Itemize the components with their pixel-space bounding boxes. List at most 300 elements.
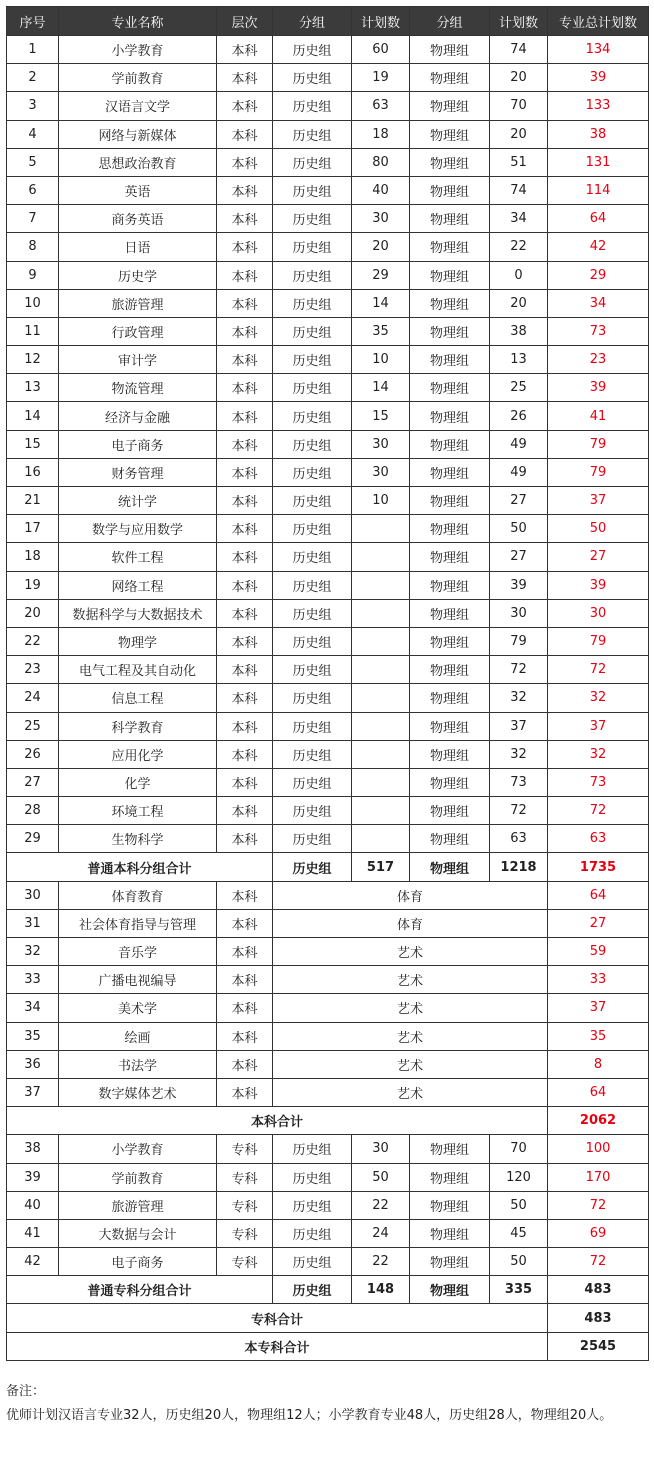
row-number: 36 <box>7 1050 59 1078</box>
physics-count: 1218 <box>490 853 548 881</box>
table-row <box>7 1163 649 1191</box>
row-number: 15 <box>7 430 59 458</box>
level: 专科 <box>217 1135 273 1163</box>
row-number: 41 <box>7 1219 59 1247</box>
major-total: 72 <box>548 797 649 825</box>
major-name: 大数据与会计 <box>59 1219 217 1247</box>
major-name: 电子商务 <box>59 1248 217 1276</box>
major-total: 73 <box>548 317 649 345</box>
physics-count: 335 <box>490 1276 548 1304</box>
major-total: 72 <box>548 1248 649 1276</box>
enrollment-plan-table <box>6 6 649 1361</box>
major-name: 商务英语 <box>59 205 217 233</box>
history-count: 20 <box>352 233 410 261</box>
major-name: 统计学 <box>59 487 217 515</box>
level: 本科 <box>217 261 273 289</box>
table-row <box>7 346 649 374</box>
major-name: 英语 <box>59 176 217 204</box>
level: 本科 <box>217 36 273 64</box>
level: 本科 <box>217 938 273 966</box>
history-count: 30 <box>352 1135 410 1163</box>
level: 本科 <box>217 627 273 655</box>
history-group: 历史组 <box>273 430 352 458</box>
history-group: 历史组 <box>273 1163 352 1191</box>
history-count <box>352 543 410 571</box>
physics-count: 50 <box>490 515 548 543</box>
major-name: 应用化学 <box>59 740 217 768</box>
col-header: 专业名称 <box>59 7 217 36</box>
major-name: 环境工程 <box>59 797 217 825</box>
table-row <box>7 797 649 825</box>
major-name: 思想政治教育 <box>59 148 217 176</box>
table-row <box>7 938 649 966</box>
major-name: 汉语言文学 <box>59 92 217 120</box>
major-name: 数据科学与大数据技术 <box>59 599 217 627</box>
level: 本科 <box>217 402 273 430</box>
major-name: 审计学 <box>59 346 217 374</box>
level: 本科 <box>217 1078 273 1106</box>
major-total: 8 <box>548 1050 649 1078</box>
level: 专科 <box>217 1219 273 1247</box>
subtotal-total: 483 <box>548 1276 649 1304</box>
level: 本科 <box>217 740 273 768</box>
physics-group: 物理组 <box>410 543 490 571</box>
major-total: 37 <box>548 487 649 515</box>
physics-count: 72 <box>490 656 548 684</box>
major-total: 133 <box>548 92 649 120</box>
category-group: 体育 <box>273 881 548 909</box>
level: 本科 <box>217 543 273 571</box>
history-count: 22 <box>352 1191 410 1219</box>
level: 本科 <box>217 346 273 374</box>
level: 本科 <box>217 205 273 233</box>
physics-count: 26 <box>490 402 548 430</box>
major-name: 学前教育 <box>59 64 217 92</box>
major-total: 37 <box>548 994 649 1022</box>
history-count: 22 <box>352 1248 410 1276</box>
major-total: 69 <box>548 1219 649 1247</box>
total-row <box>7 1107 649 1135</box>
level: 本科 <box>217 515 273 543</box>
level: 本科 <box>217 374 273 402</box>
row-number: 12 <box>7 346 59 374</box>
physics-group: 物理组 <box>410 599 490 627</box>
major-name: 经济与金融 <box>59 402 217 430</box>
history-group: 历史组 <box>273 712 352 740</box>
major-name: 信息工程 <box>59 684 217 712</box>
physics-group: 物理组 <box>410 205 490 233</box>
major-total: 32 <box>548 684 649 712</box>
major-total: 30 <box>548 599 649 627</box>
table-row <box>7 740 649 768</box>
history-group: 历史组 <box>273 627 352 655</box>
row-number: 42 <box>7 1248 59 1276</box>
major-name: 历史学 <box>59 261 217 289</box>
history-group: 历史组 <box>273 317 352 345</box>
level: 本科 <box>217 712 273 740</box>
row-number: 1 <box>7 36 59 64</box>
physics-count: 20 <box>490 120 548 148</box>
level: 本科 <box>217 430 273 458</box>
physics-count: 13 <box>490 346 548 374</box>
physics-count: 45 <box>490 1219 548 1247</box>
table-row <box>7 374 649 402</box>
level: 本科 <box>217 881 273 909</box>
major-total: 64 <box>548 205 649 233</box>
row-number: 30 <box>7 881 59 909</box>
table-row <box>7 1219 649 1247</box>
history-group: 历史组 <box>273 825 352 853</box>
major-total: 39 <box>548 64 649 92</box>
col-header: 计划数 <box>490 7 548 36</box>
history-group: 历史组 <box>273 1135 352 1163</box>
level: 本科 <box>217 1050 273 1078</box>
history-count: 40 <box>352 176 410 204</box>
physics-group: 物理组 <box>410 853 490 881</box>
history-count: 14 <box>352 374 410 402</box>
major-total: 33 <box>548 966 649 994</box>
category-group: 艺术 <box>273 938 548 966</box>
row-number: 19 <box>7 571 59 599</box>
row-number: 6 <box>7 176 59 204</box>
table-row <box>7 205 649 233</box>
table-row <box>7 1135 649 1163</box>
category-group: 艺术 <box>273 1050 548 1078</box>
physics-count: 120 <box>490 1163 548 1191</box>
table-row <box>7 317 649 345</box>
physics-group: 物理组 <box>410 712 490 740</box>
physics-group: 物理组 <box>410 684 490 712</box>
physics-count: 39 <box>490 571 548 599</box>
history-group: 历史组 <box>273 515 352 543</box>
major-name: 美术学 <box>59 994 217 1022</box>
history-group: 历史组 <box>273 176 352 204</box>
history-count: 30 <box>352 458 410 486</box>
major-total: 73 <box>548 768 649 796</box>
physics-group: 物理组 <box>410 487 490 515</box>
history-count <box>352 656 410 684</box>
row-number: 31 <box>7 909 59 937</box>
physics-count: 27 <box>490 543 548 571</box>
physics-count: 72 <box>490 797 548 825</box>
physics-group: 物理组 <box>410 120 490 148</box>
history-count <box>352 740 410 768</box>
physics-count: 51 <box>490 148 548 176</box>
level: 本科 <box>217 994 273 1022</box>
history-group: 历史组 <box>273 599 352 627</box>
history-count: 10 <box>352 487 410 515</box>
major-name: 数学与应用数学 <box>59 515 217 543</box>
level: 本科 <box>217 176 273 204</box>
history-group: 历史组 <box>273 740 352 768</box>
major-name: 绘画 <box>59 1022 217 1050</box>
major-name: 广播电视编导 <box>59 966 217 994</box>
major-total: 114 <box>548 176 649 204</box>
physics-group: 物理组 <box>410 458 490 486</box>
history-count <box>352 571 410 599</box>
table-row <box>7 233 649 261</box>
history-count: 50 <box>352 1163 410 1191</box>
category-group: 艺术 <box>273 1022 548 1050</box>
row-number: 20 <box>7 599 59 627</box>
remarks <box>6 1380 648 1428</box>
table-row <box>7 261 649 289</box>
row-number: 38 <box>7 1135 59 1163</box>
total-value: 483 <box>548 1304 649 1332</box>
history-count: 60 <box>352 36 410 64</box>
major-name: 旅游管理 <box>59 1191 217 1219</box>
major-name: 社会体育指导与管理 <box>59 909 217 937</box>
history-group: 历史组 <box>273 656 352 684</box>
table-row <box>7 1078 649 1106</box>
major-name: 书法学 <box>59 1050 217 1078</box>
major-total: 63 <box>548 825 649 853</box>
level: 本科 <box>217 148 273 176</box>
physics-group: 物理组 <box>410 1276 490 1304</box>
physics-group: 物理组 <box>410 402 490 430</box>
major-total: 27 <box>548 543 649 571</box>
history-group: 历史组 <box>273 1219 352 1247</box>
major-total: 100 <box>548 1135 649 1163</box>
row-number: 18 <box>7 543 59 571</box>
physics-group: 物理组 <box>410 92 490 120</box>
table-row <box>7 656 649 684</box>
subtotal-total: 1735 <box>548 853 649 881</box>
history-group: 历史组 <box>273 205 352 233</box>
history-count: 80 <box>352 148 410 176</box>
table-row <box>7 120 649 148</box>
row-number: 13 <box>7 374 59 402</box>
history-group: 历史组 <box>273 543 352 571</box>
history-count <box>352 684 410 712</box>
level: 本科 <box>217 317 273 345</box>
history-group: 历史组 <box>273 36 352 64</box>
major-total: 72 <box>548 656 649 684</box>
level: 本科 <box>217 64 273 92</box>
subtotal-label: 普通本科分组合计 <box>7 853 273 881</box>
col-header: 序号 <box>7 7 59 36</box>
major-total: 79 <box>548 458 649 486</box>
physics-group: 物理组 <box>410 233 490 261</box>
major-name: 小学教育 <box>59 36 217 64</box>
row-number: 23 <box>7 656 59 684</box>
history-group: 历史组 <box>273 261 352 289</box>
row-number: 26 <box>7 740 59 768</box>
history-count: 30 <box>352 205 410 233</box>
category-group: 艺术 <box>273 966 548 994</box>
row-number: 11 <box>7 317 59 345</box>
level: 专科 <box>217 1163 273 1191</box>
table-row <box>7 515 649 543</box>
major-name: 物理学 <box>59 627 217 655</box>
physics-count: 20 <box>490 289 548 317</box>
category-group: 艺术 <box>273 994 548 1022</box>
major-name: 电子商务 <box>59 430 217 458</box>
major-name: 科学教育 <box>59 712 217 740</box>
table-row <box>7 402 649 430</box>
major-name: 行政管理 <box>59 317 217 345</box>
physics-group: 物理组 <box>410 571 490 599</box>
history-count: 15 <box>352 402 410 430</box>
physics-group: 物理组 <box>410 346 490 374</box>
history-group: 历史组 <box>273 148 352 176</box>
major-name: 旅游管理 <box>59 289 217 317</box>
row-number: 9 <box>7 261 59 289</box>
physics-group: 物理组 <box>410 1135 490 1163</box>
physics-group: 物理组 <box>410 656 490 684</box>
row-number: 7 <box>7 205 59 233</box>
row-number: 27 <box>7 768 59 796</box>
major-total: 72 <box>548 1191 649 1219</box>
history-count <box>352 825 410 853</box>
row-number: 40 <box>7 1191 59 1219</box>
physics-count: 73 <box>490 768 548 796</box>
major-name: 学前教育 <box>59 1163 217 1191</box>
major-total: 134 <box>548 36 649 64</box>
subtotal-label: 普通专科分组合计 <box>7 1276 273 1304</box>
physics-group: 物理组 <box>410 515 490 543</box>
row-number: 37 <box>7 1078 59 1106</box>
table-row <box>7 487 649 515</box>
level: 本科 <box>217 1022 273 1050</box>
history-group: 历史组 <box>273 289 352 317</box>
physics-group: 物理组 <box>410 1219 490 1247</box>
history-group: 历史组 <box>273 853 352 881</box>
subtotal-row <box>7 1276 649 1304</box>
major-total: 64 <box>548 881 649 909</box>
history-count <box>352 768 410 796</box>
physics-count: 70 <box>490 92 548 120</box>
table-row <box>7 1248 649 1276</box>
table-row <box>7 458 649 486</box>
physics-count: 50 <box>490 1248 548 1276</box>
table-row <box>7 684 649 712</box>
history-count <box>352 599 410 627</box>
physics-count: 27 <box>490 487 548 515</box>
level: 本科 <box>217 825 273 853</box>
physics-count: 70 <box>490 1135 548 1163</box>
history-group: 历史组 <box>273 1191 352 1219</box>
row-number: 22 <box>7 627 59 655</box>
row-number: 16 <box>7 458 59 486</box>
row-number: 14 <box>7 402 59 430</box>
history-group: 历史组 <box>273 797 352 825</box>
history-count: 18 <box>352 120 410 148</box>
table-row <box>7 1191 649 1219</box>
history-group: 历史组 <box>273 571 352 599</box>
total-value: 2545 <box>548 1332 649 1360</box>
category-group: 艺术 <box>273 1078 548 1106</box>
category-group: 体育 <box>273 909 548 937</box>
subtotal-row <box>7 853 649 881</box>
history-count: 24 <box>352 1219 410 1247</box>
level: 本科 <box>217 684 273 712</box>
remarks-title: 备注： <box>6 1384 46 1399</box>
level: 本科 <box>217 909 273 937</box>
row-number: 35 <box>7 1022 59 1050</box>
history-group: 历史组 <box>273 120 352 148</box>
physics-group: 物理组 <box>410 317 490 345</box>
col-header: 专业总计划数 <box>548 7 649 36</box>
table-row <box>7 289 649 317</box>
physics-count: 79 <box>490 627 548 655</box>
col-header: 分组 <box>273 7 352 36</box>
level: 本科 <box>217 487 273 515</box>
level: 本科 <box>217 120 273 148</box>
physics-count: 34 <box>490 205 548 233</box>
physics-count: 20 <box>490 64 548 92</box>
remarks-text: 优师计划汉语言专业32人，历史组20人，物理组12人；小学教育专业48人，历史组28人，物理组20人。 <box>6 1408 613 1423</box>
physics-group: 物理组 <box>410 176 490 204</box>
total-label: 专科合计 <box>7 1304 548 1332</box>
major-total: 42 <box>548 233 649 261</box>
history-group: 历史组 <box>273 1276 352 1304</box>
row-number: 8 <box>7 233 59 261</box>
physics-group: 物理组 <box>410 825 490 853</box>
history-group: 历史组 <box>273 1248 352 1276</box>
history-group: 历史组 <box>273 402 352 430</box>
total-value: 2062 <box>548 1107 649 1135</box>
table-row <box>7 36 649 64</box>
history-group: 历史组 <box>273 458 352 486</box>
row-number: 29 <box>7 825 59 853</box>
table-row <box>7 176 649 204</box>
physics-group: 物理组 <box>410 36 490 64</box>
history-count: 19 <box>352 64 410 92</box>
level: 本科 <box>217 768 273 796</box>
row-number: 4 <box>7 120 59 148</box>
physics-group: 物理组 <box>410 64 490 92</box>
major-total: 37 <box>548 712 649 740</box>
history-count: 148 <box>352 1276 410 1304</box>
physics-count: 49 <box>490 458 548 486</box>
table-row <box>7 909 649 937</box>
major-name: 小学教育 <box>59 1135 217 1163</box>
row-number: 28 <box>7 797 59 825</box>
table-row <box>7 825 649 853</box>
history-group: 历史组 <box>273 684 352 712</box>
major-total: 27 <box>548 909 649 937</box>
major-total: 50 <box>548 515 649 543</box>
major-total: 79 <box>548 430 649 458</box>
row-number: 32 <box>7 938 59 966</box>
table-row <box>7 571 649 599</box>
level: 专科 <box>217 1191 273 1219</box>
major-total: 39 <box>548 571 649 599</box>
col-header: 层次 <box>217 7 273 36</box>
physics-group: 物理组 <box>410 1248 490 1276</box>
row-number: 21 <box>7 487 59 515</box>
total-label: 本专科合计 <box>7 1332 548 1360</box>
major-name: 电气工程及其自动化 <box>59 656 217 684</box>
physics-group: 物理组 <box>410 768 490 796</box>
level: 本科 <box>217 92 273 120</box>
major-name: 财务管理 <box>59 458 217 486</box>
history-count: 14 <box>352 289 410 317</box>
major-total: 23 <box>548 346 649 374</box>
physics-count: 25 <box>490 374 548 402</box>
table-header-row <box>7 7 649 36</box>
history-count: 517 <box>352 853 410 881</box>
physics-count: 49 <box>490 430 548 458</box>
major-total: 39 <box>548 374 649 402</box>
row-number: 25 <box>7 712 59 740</box>
major-name: 网络与新媒体 <box>59 120 217 148</box>
major-total: 32 <box>548 740 649 768</box>
table-row <box>7 627 649 655</box>
major-total: 59 <box>548 938 649 966</box>
physics-count: 32 <box>490 740 548 768</box>
